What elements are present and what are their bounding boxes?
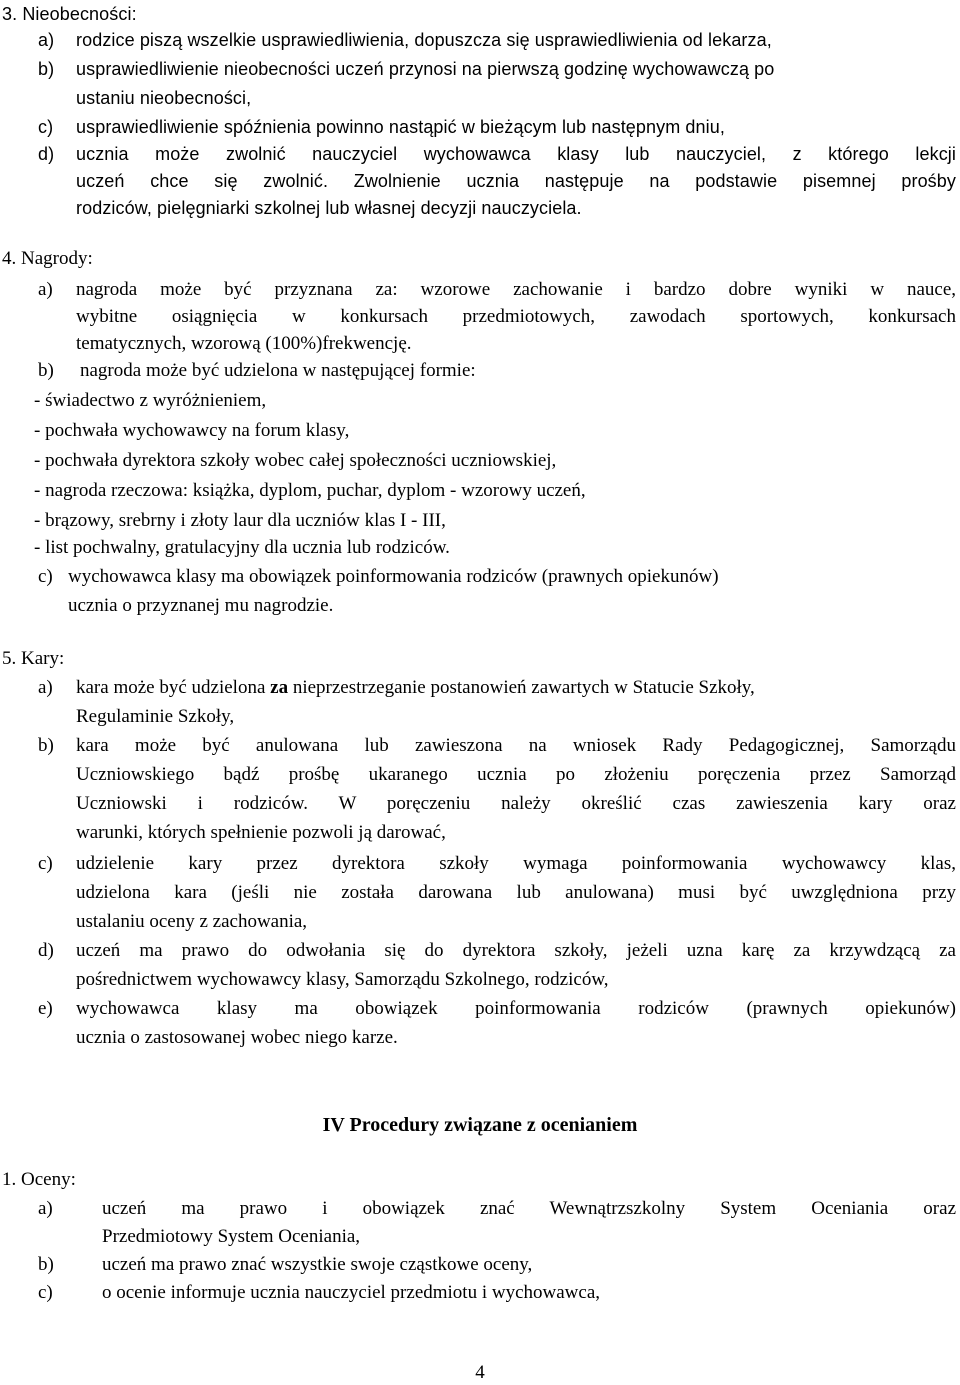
list-item-text: wychowawca klasy ma obowiązek poinformowania rodziców (prawnych opiekunów): [68, 566, 719, 587]
list-item-text: kara może być anulowana lub zawieszona na wniosek Rady Pedagogicznej, Samorządu: [76, 735, 956, 756]
list-marker: a): [38, 1198, 53, 1219]
list-marker: c): [38, 566, 53, 587]
list-item-text: udzielona kara (jeśli nie została darowana lub anulowana) musi być uwzględniona przy: [76, 882, 956, 903]
list-item-text: usprawiedliwienie spóźnienia powinno nastąpić w bieżącym lub następnym dniu,: [76, 117, 725, 137]
list-item-text: uczeń ma prawo do odwołania się do dyrektora szkoły, jeżeli uzna karę za krzywdzącą za: [76, 940, 956, 961]
list-item-text: warunki, których spełnienie pozwoli ją darować,: [76, 822, 446, 843]
list-marker: c): [38, 117, 54, 137]
page-number: 4: [475, 1362, 485, 1383]
award-form-item: - pochwała dyrektora szkoły wobec całej społeczności uczniowskiej,: [34, 450, 557, 471]
list-item-text: usprawiedliwienie nieobecności uczeń przynosi na pierwszą godzinę wychowawczą po: [76, 59, 775, 79]
chapter-title: IV Procedury związane z ocenianiem: [322, 1114, 638, 1136]
list-item-text: rodzice piszą wszelkie usprawiedliwienia, dopuszcza się usprawiedliwienia od lekarza,: [76, 30, 772, 50]
list-item-text: ustaniu nieobecności,: [76, 88, 252, 108]
award-form-item: - świadectwo z wyróżnieniem,: [34, 390, 267, 411]
list-item-text: nagroda może być udzielona w następującej formie:: [80, 360, 476, 381]
list-marker: b): [38, 360, 54, 381]
list-item-text: uczeń ma prawo i obowiązek znać Wewnątrzszkolny System Oceniania oraz: [102, 1198, 956, 1219]
list-item-text: Uczniowskiego bądź prośbę ukaranego ucznia po złożeniu poręczenia przez Samorząd: [76, 764, 956, 785]
grades-heading: 1. Oceny:: [2, 1169, 76, 1190]
list-item-text: nagroda może być przyznana za: wzorowe zachowanie i bardzo dobre wyniki w nauce,: [76, 279, 956, 300]
list-marker: d): [38, 144, 55, 164]
list-item-text: Przedmiotowy System Oceniania,: [102, 1226, 361, 1247]
section-3-heading: 3. Nieobecności:: [2, 4, 137, 24]
list-item-text: o ocenie informuje ucznia nauczyciel przedmiotu i wychowawca,: [102, 1282, 601, 1303]
list-marker: b): [38, 1254, 54, 1275]
list-item-text: ucznia może zwolnić nauczyciel wychowawca klasy lub nauczyciel, z którego lekcji: [76, 144, 956, 164]
award-form-item: - list pochwalny, gratulacyjny dla ucznia lub rodziców.: [34, 537, 450, 558]
award-form-item: - pochwała wychowawcy na forum klasy,: [34, 420, 350, 441]
list-item-text: Regulaminie Szkoły,: [76, 706, 235, 727]
list-item-text: Uczniowski i rodziców. W poręczeniu należy określić czas zawieszenia kary oraz: [76, 793, 956, 814]
list-item-text: wybitne osiągnięcia w konkursach przedmiotowych, zawodach sportowych, konkursach: [76, 306, 956, 327]
list-item-text: kara może być udzielona za nieprzestrzeganie postanowień zawartych w Statucie Szkoły,: [76, 677, 755, 698]
section-4-heading: 4. Nagrody:: [2, 248, 93, 269]
list-item-text: ucznia o zastosowanej wobec niego karze.: [76, 1027, 398, 1048]
list-marker: c): [38, 1282, 53, 1303]
list-item-text: uczeń chce się zwolnić. Zwolnienie ucznia następuje na podstawie pisemnej prośby: [76, 171, 956, 191]
list-item-text: udzielenie kary przez dyrektora szkoły wymaga poinformowania wychowawcy klas,: [76, 853, 956, 874]
list-marker: a): [38, 279, 53, 300]
list-marker: e): [38, 998, 53, 1019]
list-marker: d): [38, 940, 54, 961]
list-item-text: ustalaniu oceny z zachowania,: [76, 911, 308, 932]
award-form-item: - nagroda rzeczowa: książka, dyplom, puchar, dyplom - wzorowy uczeń,: [34, 480, 586, 501]
list-marker: b): [38, 59, 55, 79]
list-item-text: tematycznych, wzorową (100%)frekwencję.: [76, 333, 412, 354]
list-marker: a): [38, 30, 55, 50]
list-marker: a): [38, 677, 53, 698]
award-form-item: - brązowy, srebrny i złoty laur dla uczniów klas I - III,: [34, 510, 446, 531]
list-item-text: wychowawca klasy ma obowiązek poinformowania rodziców (prawnych opiekunów): [76, 998, 956, 1019]
section-5-heading: 5. Kary:: [2, 648, 65, 669]
emphasis-word: za: [270, 677, 289, 698]
list-marker: c): [38, 853, 53, 874]
list-item-text: uczeń ma prawo znać wszystkie swoje cząstkowe oceny,: [102, 1254, 533, 1275]
list-marker: b): [38, 735, 54, 756]
list-item-text: ucznia o przyznanej mu nagrodzie.: [68, 595, 334, 616]
list-item-text: pośrednictwem wychowawcy klasy, Samorządu Szkolnego, rodziców,: [76, 969, 609, 990]
list-item-text: rodziców, pielęgniarki szkolnej lub własnej decyzji nauczyciela.: [76, 198, 582, 218]
